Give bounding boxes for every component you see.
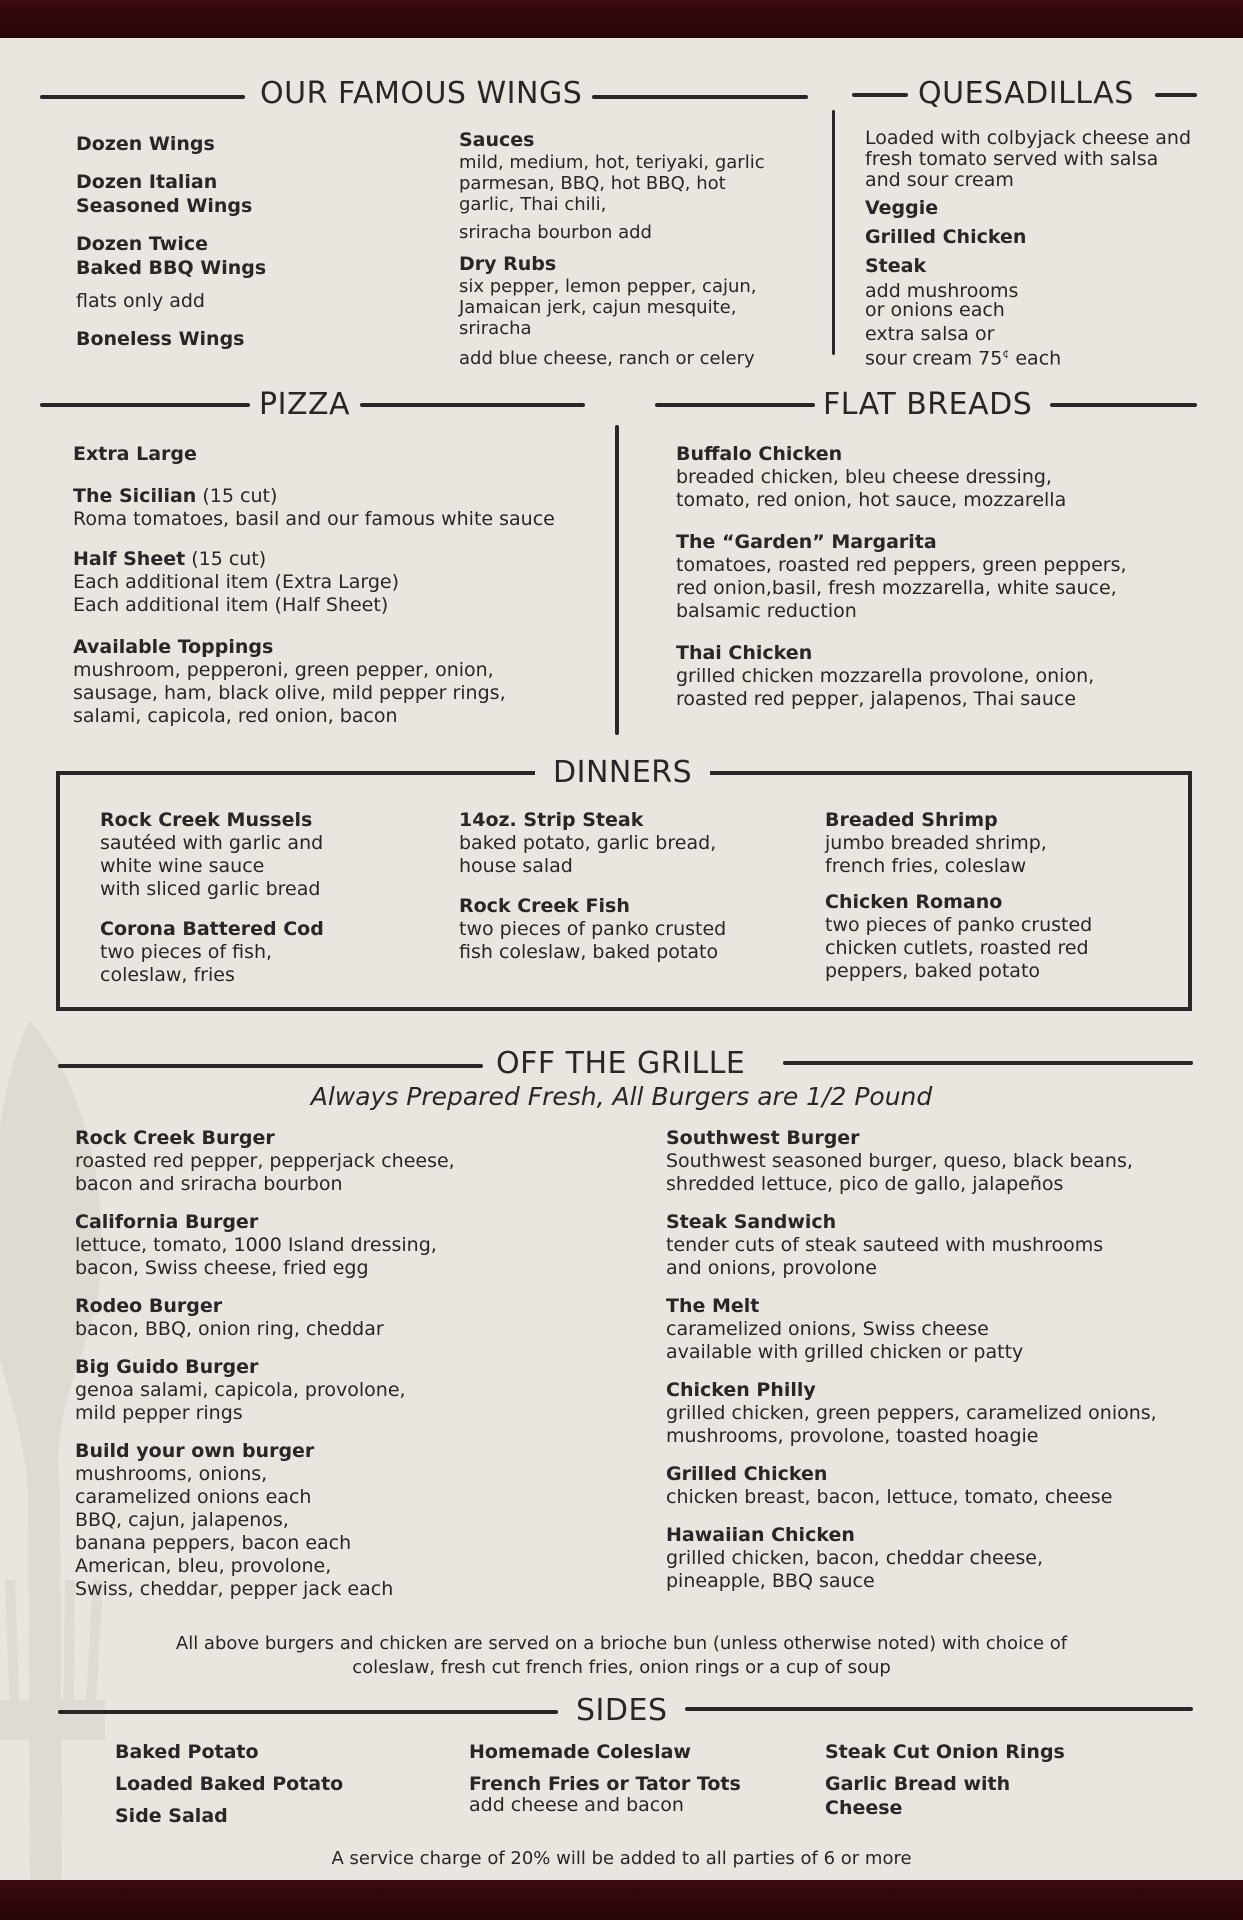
wings-rule-left — [40, 95, 245, 99]
dinner-item: Chicken Romano two pieces of panko crusted chicken cutlets, roasted red peppers, baked potato — [825, 891, 1093, 982]
flatbread-item: Thai Chicken grilled chicken mozzarella provolone, onion, roasted red pepper, jalapenos, Thai sauce — [676, 642, 1095, 710]
pizza-flatbread-divider — [615, 425, 619, 735]
flatbreads-rule-left — [655, 403, 815, 407]
grille-item: Steak Sandwich tender cuts of steak sauteed with mushrooms and onions, provolone — [666, 1211, 1104, 1279]
service-charge-note: A service charge of 20% will be added to all parties of 6 or more — [331, 1848, 912, 1869]
half-sheet-title: Half Sheet (15 cut) — [73, 548, 267, 570]
side-item: French Fries or Tator Tots — [469, 1773, 741, 1795]
quesadilla-item: Grilled Chicken — [865, 226, 1027, 248]
pizza-size: Extra Large — [73, 443, 197, 465]
dinner-item: Breaded Shrimp jumbo breaded shrimp, french fries, coleslaw — [825, 809, 1047, 877]
grille-item: California Burger lettuce, tomato, 1000 Island dressing, bacon, Swiss cheese, fried egg — [75, 1211, 437, 1279]
grille-item: Southwest Burger Southwest seasoned burger, queso, black beans, shredded lettuce, pico de gallo, jalapeños — [666, 1127, 1133, 1195]
pizza-heading: PIZZA — [259, 387, 351, 422]
sicilian-title: The Sicilian (15 cut) — [73, 485, 278, 507]
sauces-title: Sauces — [459, 129, 535, 151]
wings-sauces-column — [459, 128, 774, 370]
flatbread-item: Buffalo Chicken breaded chicken, bleu cheese dressing, tomato, red onion, hot sauce, mozzarella — [676, 443, 1067, 511]
wings-item: Dozen Twice Baked BBQ Wings — [76, 233, 267, 279]
grille-heading: OFF THE GRILLE — [496, 1046, 746, 1081]
dinners-column-3 — [825, 808, 1165, 983]
side-item-note: add cheese and bacon — [469, 1794, 684, 1816]
quesadilla-item: Veggie — [865, 197, 939, 219]
sides-rule-left — [58, 1710, 558, 1714]
dinners-column-1 — [100, 808, 410, 987]
quesadilla-add-mushrooms: add mushrooms or onions each — [865, 280, 1019, 321]
pizza-rule-right — [360, 403, 585, 407]
grille-serving-note: All above burgers and chicken are served on a brioche bun (unless otherwise noted) with choice of coleslaw, fresh cut french fries, onion rings or a cup of soup — [175, 1633, 1068, 1678]
quesadillas-column — [865, 128, 1195, 368]
rubs-desc: six pepper, lemon pepper, cajun, Jamaican jerk, cajun mesquite, sriracha — [459, 276, 757, 339]
sides-column-2 — [469, 1740, 789, 1815]
side-item: Homemade Coleslaw — [469, 1741, 691, 1763]
quesadilla-add-salsa: extra salsa or sour cream 75¢ each — [865, 323, 1062, 370]
sides-rule-right — [685, 1707, 1193, 1711]
grille-item: Hawaiian Chicken grilled chicken, bacon, cheddar cheese, pineapple, BBQ sauce — [666, 1524, 1044, 1592]
sauces-add: sriracha bourbon add — [459, 222, 652, 243]
grille-left-column — [75, 1126, 595, 1601]
toppings-desc: mushroom, pepperoni, green pepper, onion, sausage, ham, black olive, mild pepper rings, salami, capicola, red onion, bacon — [73, 659, 506, 727]
quesadillas-rule-right — [1155, 93, 1197, 97]
rubs-title: Dry Rubs — [459, 253, 557, 275]
quesadillas-rule-left — [852, 93, 908, 97]
half-sheet-desc: Each additional item (Extra Large) Each additional item (Half Sheet) — [73, 571, 400, 616]
sauces-desc: mild, medium, hot, teriyaki, garlic parmesan, BBQ, hot BBQ, hot garlic, Thai chili, — [459, 152, 765, 215]
wings-item: Boneless Wings — [76, 328, 245, 350]
quesadilla-item: Steak — [865, 255, 927, 277]
grille-right-column — [666, 1126, 1226, 1593]
dinner-item: Rock Creek Mussels sautéed with garlic and white wine sauce with sliced garlic bread — [100, 809, 324, 900]
sides-heading: SIDES — [576, 1693, 668, 1728]
grille-item: Chicken Philly grilled chicken, green peppers, caramelized onions, mushrooms, provolone, toasted hoagie — [666, 1379, 1157, 1447]
sicilian-desc: Roma tomatoes, basil and our famous white sauce — [73, 508, 555, 530]
dinner-item: 14oz. Strip Steak baked potato, garlic bread, house salad — [459, 809, 717, 877]
dinner-item: Corona Battered Cod two pieces of fish, coleslaw, fries — [100, 918, 324, 986]
flatbreads-rule-right — [1050, 403, 1197, 407]
grille-rule-left — [58, 1064, 483, 1068]
side-item: Garlic Bread with Cheese — [825, 1773, 1011, 1819]
dinners-heading: DINNERS — [535, 755, 710, 790]
side-item: Baked Potato — [115, 1741, 259, 1763]
flatbreads-heading: FLAT BREADS — [823, 387, 1033, 422]
wings-rule-right — [592, 95, 808, 99]
pizza-column — [73, 442, 593, 728]
grille-rule-right — [783, 1061, 1193, 1065]
side-item: Side Salad — [115, 1805, 228, 1827]
side-item: Steak Cut Onion Rings — [825, 1741, 1065, 1763]
grille-item: Big Guido Burger genoa salami, capicola, provolone, mild pepper rings — [75, 1356, 406, 1424]
wings-left-column — [76, 132, 386, 365]
grille-item: Build your own burger mushrooms, onions, caramelized onions each BBQ, cajun, jalapenos, banana peppers, bacon each American, bleu, provolone, Swiss, cheddar, pepper jack each — [75, 1440, 394, 1600]
bottom-border-bar — [0, 1880, 1243, 1920]
wings-item: Dozen Wings — [76, 133, 215, 155]
side-item: Loaded Baked Potato — [115, 1773, 344, 1795]
pizza-rule-left — [40, 403, 250, 407]
grille-item: The Melt caramelized onions, Swiss cheese available with grilled chicken or patty — [666, 1295, 1024, 1363]
grille-item: Grilled Chicken chicken breast, bacon, lettuce, tomato, cheese — [666, 1463, 1113, 1508]
top-border-bar — [0, 0, 1243, 38]
rubs-add: add blue cheese, ranch or celery — [459, 348, 755, 369]
flatbread-item: The “Garden” Margarita tomatoes, roasted red peppers, green peppers, red onion,basil, fresh mozzarella, white sauce, balsamic reduction — [676, 531, 1127, 622]
sides-column-1 — [115, 1740, 415, 1828]
grille-item: Rodeo Burger bacon, BBQ, onion ring, cheddar — [75, 1295, 384, 1340]
flats-note: flats only add — [76, 290, 205, 312]
sides-column-3 — [825, 1740, 1165, 1820]
toppings-title: Available Toppings — [73, 636, 274, 658]
grille-item: Rock Creek Burger roasted red pepper, pepperjack cheese, bacon and sriracha bourbon — [75, 1127, 455, 1195]
dinner-item: Rock Creek Fish two pieces of panko crusted fish coleslaw, baked potato — [459, 895, 727, 963]
wings-item: Dozen Italian Seasoned Wings — [76, 171, 253, 217]
quesadillas-heading: QUESADILLAS — [918, 76, 1134, 111]
flatbreads-column — [676, 442, 1196, 711]
grille-tagline: Always Prepared Fresh, All Burgers are 1/2 Pound — [310, 1082, 933, 1111]
quesadillas-intro: Loaded with colbyjack cheese and fresh tomato served with salsa and sour cream — [865, 127, 1192, 191]
wings-heading: OUR FAMOUS WINGS — [260, 76, 583, 111]
dinners-column-2 — [459, 808, 779, 964]
quesadillas-divider — [832, 110, 835, 355]
